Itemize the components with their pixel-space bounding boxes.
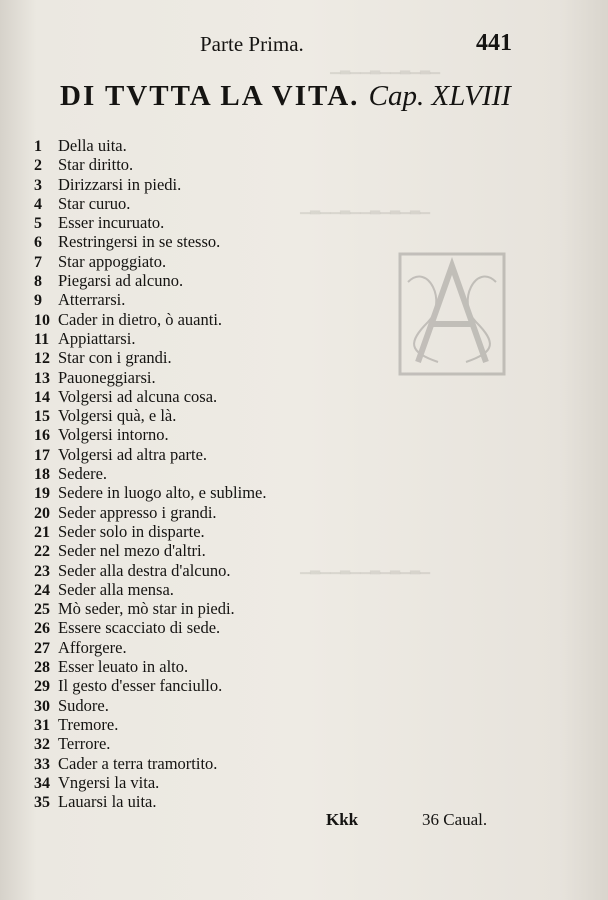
entry-number: 17: [34, 446, 50, 464]
entry-text: Seder nel mezo d'altri.: [58, 541, 206, 561]
page-footer: [0, 810, 608, 836]
entry-number: 8: [34, 273, 42, 291]
entry-number: 26: [34, 620, 50, 638]
entry-text: Il gesto d'esser fanciullo.: [58, 676, 223, 696]
entry-text: Vngersi la vita.: [58, 772, 160, 792]
entry-text: Volgersi intorno.: [58, 425, 169, 445]
entry-number: 30: [34, 697, 50, 715]
entry-number: 12: [34, 350, 50, 368]
entry-text: Sudore.: [58, 695, 109, 715]
entry-number: 20: [34, 504, 50, 522]
entry-number: 33: [34, 755, 50, 773]
entry-number: 2: [34, 157, 42, 175]
entry-number: 29: [34, 678, 50, 696]
list-item: [34, 599, 267, 618]
entry-number: 6: [34, 234, 42, 252]
list-item: [34, 136, 267, 155]
entry-number: 15: [34, 408, 50, 426]
entry-number: 3: [34, 176, 42, 194]
entry-text: Sedere.: [58, 464, 108, 484]
list-item: [34, 271, 267, 290]
entry-text: Dirizzarsi in piedi.: [58, 174, 182, 194]
entry-number: 19: [34, 485, 50, 503]
entry-text: Volgersi quà, e là.: [58, 406, 177, 426]
entry-number: 25: [34, 601, 50, 619]
running-title: Parte Prima.: [200, 32, 304, 56]
entry-text: Terrore.: [58, 734, 111, 754]
list-item: [34, 445, 267, 464]
entry-text: Volgersi ad altra parte.: [58, 444, 208, 464]
entry-text: Lauarsi la uita.: [58, 792, 157, 812]
entry-text: Della uita.: [58, 136, 127, 155]
list-item: [34, 464, 267, 483]
entry-number: 18: [34, 466, 50, 484]
bleed-through-line: ▁▂▁▁▂▁▁▂▁▂▁▂▁: [300, 200, 430, 215]
bleed-through-line: ▁▂▁▁▂▁▁▂▁▂▁▂▁: [300, 560, 430, 575]
entry-text: Star diritto.: [58, 155, 134, 175]
entry-text: Star appoggiato.: [58, 251, 167, 271]
list-item: [34, 329, 267, 348]
entry-number: 31: [34, 716, 50, 734]
list-item: [34, 406, 267, 425]
list-item: [34, 175, 267, 194]
chapter-number: Cap. XLVIII: [368, 80, 511, 112]
entry-number: 22: [34, 543, 50, 561]
list-item: [34, 213, 267, 232]
entry-number: 13: [34, 369, 50, 387]
entry-number: 4: [34, 195, 42, 213]
list-item: [34, 773, 267, 792]
chapter-title: DI TVTTA LA VITA.: [60, 80, 360, 112]
entry-number: 21: [34, 523, 50, 541]
list-item: [34, 387, 267, 406]
entry-number: 32: [34, 736, 50, 754]
chapter-contents-list: [34, 136, 267, 811]
list-item: [34, 232, 267, 251]
entry-text: Restringersi in se stesso.: [58, 232, 221, 252]
bleed-through-line: ▁▂▁▁▂▁▁▂▁▂▁: [330, 60, 440, 75]
entry-text: Cader in dietro, ò auanti.: [58, 309, 223, 329]
entry-text: Piegarsi ad alcuno.: [58, 271, 184, 291]
list-item: [34, 754, 267, 773]
list-item: [34, 541, 267, 560]
list-item: [34, 734, 267, 753]
list-item: [34, 792, 267, 811]
entry-number: 7: [34, 253, 42, 271]
entry-number: 24: [34, 581, 50, 599]
list-item: [34, 638, 267, 657]
signature-mark: Kkk: [326, 810, 359, 829]
entry-number: 10: [34, 311, 50, 329]
list-item: [34, 696, 267, 715]
decorative-initial-ghost: [398, 252, 506, 376]
entry-text: Volgersi ad alcuna cosa.: [58, 386, 218, 406]
list-item: [34, 715, 267, 734]
entry-text: Tremore.: [58, 714, 119, 734]
catchword: 36 Caual.: [422, 810, 488, 829]
entry-text: Mò seder, mò star in piedi.: [58, 599, 235, 619]
entry-number: 1: [34, 138, 42, 155]
list-item: [34, 252, 267, 271]
list-item: [34, 580, 267, 599]
list-item: [34, 425, 267, 444]
list-item: [34, 194, 267, 213]
entry-text: Esser leuato in alto.: [58, 657, 189, 677]
entry-text: Cader a terra tramortito.: [58, 753, 218, 773]
entry-text: Star con i grandi.: [58, 348, 172, 368]
entry-number: 35: [34, 794, 50, 812]
entry-text: Sedere in luogo alto, e sublime.: [58, 483, 267, 503]
entry-number: 27: [34, 639, 50, 657]
page-number: 441: [476, 30, 512, 56]
entry-number: 23: [34, 562, 50, 580]
entry-text: Afforgere.: [58, 637, 127, 657]
entry-text: Pauoneggiarsi.: [58, 367, 156, 387]
chapter-heading: [60, 80, 511, 113]
entry-number: 5: [34, 215, 42, 233]
entry-number: 9: [34, 292, 42, 310]
entry-text: Appiattarsi.: [58, 328, 136, 348]
entry-text: Seder alla mensa.: [58, 579, 174, 599]
entry-text: Seder appresso i grandi.: [58, 502, 217, 522]
list-item: [34, 657, 267, 676]
entry-text: Atterrarsi.: [58, 290, 126, 310]
list-item: [34, 618, 267, 637]
entry-text: Essere scacciato di sede.: [58, 618, 221, 638]
entry-number: 28: [34, 659, 50, 677]
entry-number: 11: [34, 330, 50, 348]
list-item: [34, 561, 267, 580]
list-item: [34, 348, 267, 367]
entry-number: 14: [34, 388, 50, 406]
entry-text: Star curuo.: [58, 193, 131, 213]
list-item: [34, 503, 267, 522]
list-item: [34, 368, 267, 387]
entry-number: 34: [34, 774, 50, 792]
entry-text: Seder solo in disparte.: [58, 521, 205, 541]
list-item: [34, 155, 267, 174]
list-item: [34, 676, 267, 695]
list-item: [34, 310, 267, 329]
entry-number: 16: [34, 427, 50, 445]
entry-text: Esser incuruato.: [58, 213, 165, 233]
list-item: [34, 522, 267, 541]
entry-text: Seder alla destra d'alcuno.: [58, 560, 231, 580]
list-item: [34, 483, 267, 502]
list-item: [34, 290, 267, 309]
page-header: [0, 32, 608, 60]
